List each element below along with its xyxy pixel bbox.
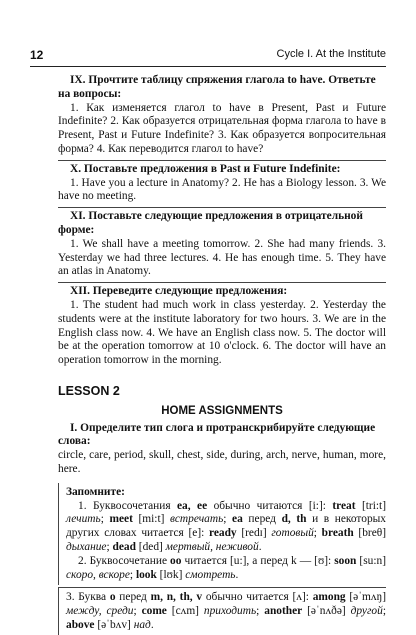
exercise-heading: XII. Переведите следующие предложения: [70,285,288,298]
header-rule [30,66,386,67]
exercise-9 [58,72,386,160]
rule-1: 1. Буквосочетания ea, ee обычно читаются [i:]: treat [tri:t] лечить; meet [mi:t] встречать; ea перед d, th и в некоторых других словах читается [e]: ready [redɪ] готовый; breath [breθ] дыхание; dead [ded] мертвый, неживой. [66,499,387,553]
exercise-body: 1. The student had much work in class yesterday. 2. Yesterday the students were at the institute laboratory for two hours. 3. We are in the English class now. 4. We have an English class now. 5. The doctor will be at the operation tomorrow at 10 o'clock. 6. The doctor will have an operation tomorrow in the morning. [58,298,386,367]
rule-3-box [58,587,386,634]
home-assignments-heading: HOME ASSIGNMENTS [161,404,283,417]
exercise-body: 1. Как изменяется глагол to have в Present, Past и Future Indefinite? 2. Как образуется отрицательная форма глагола to have в Present, Past и Future Indefinite? 3. Как образуется вопросительная форма? 4. Как переводится глагол to have? [58,101,386,155]
page-header [30,48,386,66]
exercise-1 [58,422,386,477]
exercise-heading: X. Поставьте предложения в Past и Future Indefinite: [70,162,341,175]
exercise-12 [58,282,386,371]
running-title: Cycle I. At the Institute [276,48,386,60]
page-content [58,72,386,635]
exercise-body: circle, care, period, skull, chest, side, during, arch, nerve, human, more, here. [58,449,386,475]
rule-2: 2. Буквосочетание oo читается [u:], а перед k — [ʊ]: soon [su:n] скоро, вскоре; look [lʊk] смотреть. [66,554,386,581]
exercise-10 [58,160,386,207]
page-number: 12 [30,48,44,62]
rule-3: 3. Буква o перед m, n, th, v обычно читается [ʌ]: among [əˈmʌŋ] между, среди; come [cʌm] приходить; another [əˈnʌðə] другой; above [əˈbʌv] над. [66,591,387,631]
exercise-heading: IX. Прочтите таблицу спряжения глагола to have. Ответьте на вопросы: [58,74,376,100]
exercise-body: 1. Have you a lecture in Anatomy? 2. He has a Biology lesson. 3. We have no meeting. [58,176,386,203]
remember-title: Запомните: [66,485,125,498]
remember-box [58,483,386,586]
exercise-11 [58,207,386,282]
exercise-body: 1. We shall have a meeting tomorrow. 2. She had many friends. 3. Yesterday we had three lectures. 4. He has enough time. 5. They have an atlas in Anatomy. [58,237,386,278]
exercise-heading: I. Определите тип слога и протранскрибируйте следующие слова: [58,421,376,448]
exercise-heading: XI. Поставьте следующие предложения в отрицательной форме: [58,210,363,236]
lesson-title: LESSON 2 [58,383,120,398]
